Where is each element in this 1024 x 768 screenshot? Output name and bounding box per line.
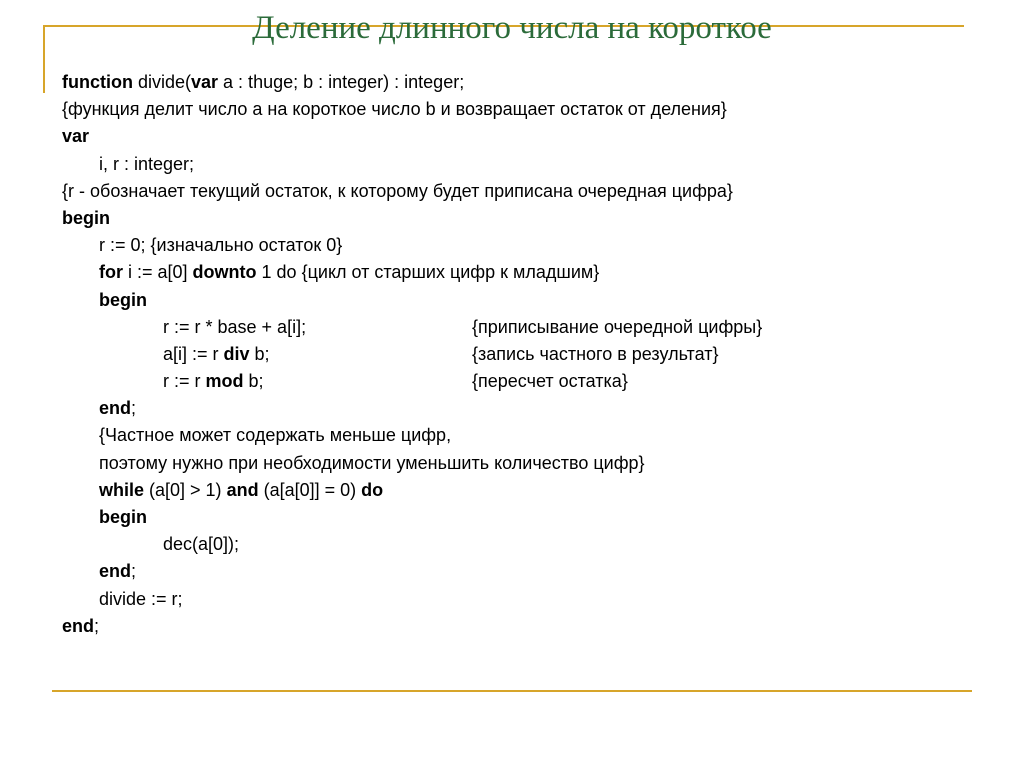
comment-text: {r - обозначает текущий остаток, к которому будет приписана очередная цифра} [62, 180, 733, 201]
code-text: (a[0] > 1) [144, 479, 227, 500]
keyword: end [99, 398, 132, 419]
code-text: a : thuge; b : integer) : integer; [218, 72, 465, 92]
keyword: downto [192, 262, 257, 283]
code-text: ; [94, 615, 100, 636]
code-line [62, 586, 1002, 613]
code-text: b; [249, 343, 270, 364]
code-text: 1 do {цикл от старших цифр к младшим} [256, 262, 600, 283]
comment-text: {пересчет остатка} [472, 371, 628, 392]
code-text: ; [131, 398, 137, 419]
keyword: var [62, 126, 90, 147]
code-line [62, 450, 1002, 477]
comment-text: {приписывание очередной цифры} [472, 316, 763, 337]
code-line [62, 477, 1002, 504]
code-line [62, 178, 1002, 205]
code-line [62, 613, 1002, 640]
code-text: a[i] := r [163, 343, 224, 364]
keyword: do [361, 479, 384, 500]
keyword: for [99, 262, 123, 283]
keyword: var [191, 72, 219, 92]
code-text: divide( [132, 72, 192, 92]
code-text: (a[a[0]] = 0) [258, 479, 362, 500]
code-line [62, 69, 1002, 96]
code-text: dec(a[0]); [163, 534, 240, 555]
keyword: end [62, 615, 95, 636]
code-line [62, 96, 1002, 123]
keyword: begin [99, 289, 147, 310]
code-line [62, 341, 1002, 368]
keyword: begin [62, 207, 110, 228]
keyword: mod [205, 371, 244, 392]
code-line [62, 123, 1002, 150]
code-text: ; [131, 561, 137, 582]
code-line [62, 259, 1002, 286]
comment-text: {Частное может содержать меньше цифр, [99, 425, 452, 446]
code-text: i := a[0] [123, 262, 193, 283]
keyword: begin [99, 507, 147, 527]
code-line [62, 314, 1002, 341]
code-text: i, r : integer; [99, 153, 195, 174]
code-line [62, 368, 1002, 395]
code-text: b; [243, 371, 264, 392]
keyword: function [62, 72, 133, 92]
keyword: div [223, 343, 250, 364]
keyword: end [99, 561, 132, 582]
comment-text: поэтому нужно при необходимости уменьшить количество цифр} [99, 452, 645, 473]
bottom-rule [52, 690, 972, 692]
code-text: r := r [163, 371, 206, 392]
comment-text: {функция делит число a на короткое число b и возвращает остаток от деления} [62, 99, 727, 120]
code-line [62, 205, 1002, 232]
code-line [62, 232, 1002, 259]
keyword: while [99, 479, 145, 500]
keyword: and [226, 479, 259, 500]
code-line [62, 151, 1002, 178]
code-line [62, 395, 1002, 422]
code-text: r := r * base + a[i]; [163, 316, 307, 337]
comment-text: {запись частного в результат} [472, 343, 719, 364]
code-line [62, 504, 1002, 531]
code-text: r := 0; {изначально остаток 0} [99, 235, 343, 256]
code-line [62, 422, 1002, 449]
code-text: divide := r; [99, 588, 183, 609]
code-line [62, 287, 1002, 314]
slide-title: Деление длинного числа на короткое [252, 10, 772, 46]
code-listing [62, 69, 1002, 640]
code-line [62, 531, 1002, 558]
code-line [62, 558, 1002, 585]
